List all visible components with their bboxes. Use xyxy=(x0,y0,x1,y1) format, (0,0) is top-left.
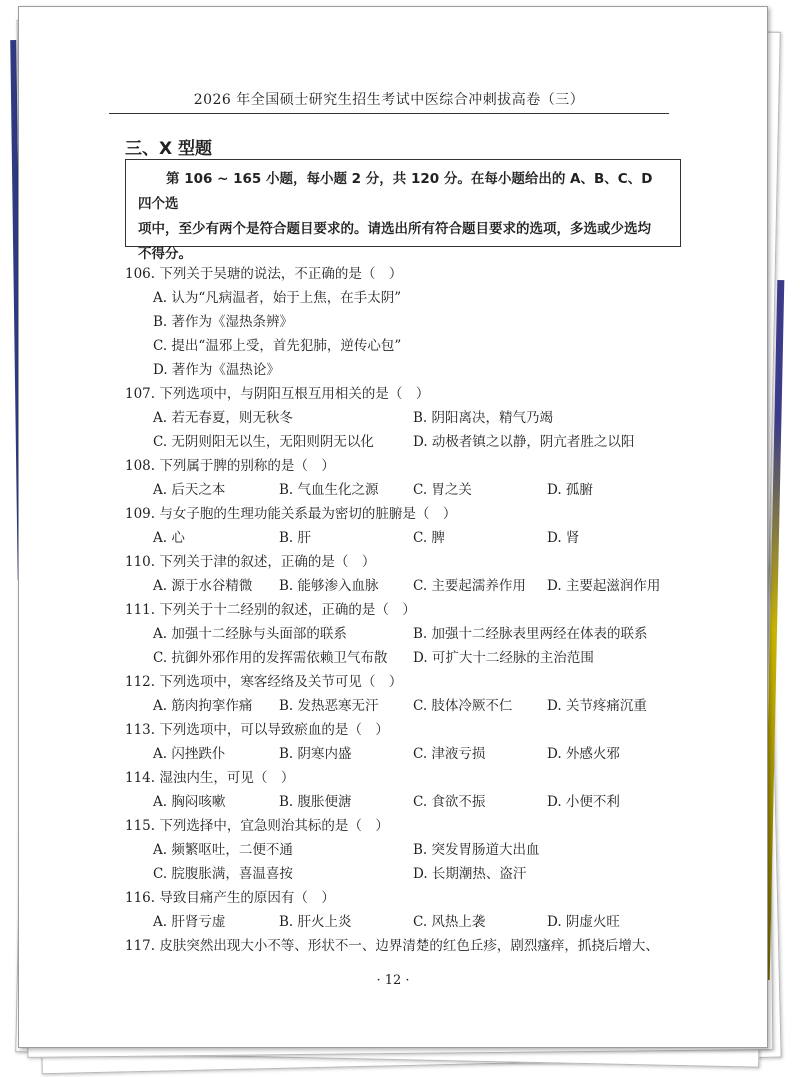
option-a: A. 源于水谷精微 xyxy=(153,578,253,594)
option-c: C. 脾 xyxy=(413,530,445,546)
question-stem: 107. 下列选项中，与阴阳互根互用相关的是（ ） xyxy=(125,386,430,402)
option-c: C. 抗御外邪作用的发挥需依赖卫气布散 xyxy=(153,650,388,666)
option-c: C. 食欲不振 xyxy=(413,794,486,810)
option-row xyxy=(125,646,695,670)
option-row xyxy=(125,430,695,454)
option-c: C. 脘腹胀满，喜温喜按 xyxy=(153,866,293,882)
section-title: 三、X 型题 xyxy=(125,139,213,159)
option-row xyxy=(125,790,695,814)
option-b: B. 肝 xyxy=(279,530,312,546)
option-c: C. 胃之关 xyxy=(413,482,472,498)
option-d: D. 可扩大十二经脉的主治范围 xyxy=(413,650,594,666)
question-stem: 106. 下列关于吴瑭的说法，不正确的是（ ） xyxy=(125,266,403,282)
instruction-line: 第 106 ~ 165 小题，每小题 2 分，共 120 分。在每小题给出的 A、B、C、D 四个选 xyxy=(138,171,653,212)
option-b: B. 阴阳离决，精气乃竭 xyxy=(413,410,554,426)
option-c: C. 津液亏损 xyxy=(413,746,486,762)
option-row xyxy=(125,526,695,550)
option-b: B. 突发胃肠道大出血 xyxy=(413,842,540,858)
option-a: A. 若无春夏，则无秋冬 xyxy=(153,410,293,426)
question-stem: 116. 导致目痛产生的原因有（ ） xyxy=(125,890,335,906)
question-stem: 109. 与女子胞的生理功能关系最为密切的脏腑是（ ） xyxy=(125,506,457,522)
option-row xyxy=(125,358,695,382)
option-a: A. 闪挫跌仆 xyxy=(153,746,226,762)
option-a: A. 筋肉拘挛作痛 xyxy=(153,698,253,714)
instruction-box xyxy=(125,159,681,262)
option-d: D. 小便不利 xyxy=(547,794,620,810)
option-row xyxy=(125,478,695,502)
option-c: C. 风热上袭 xyxy=(413,914,486,930)
option-row xyxy=(125,694,695,718)
option-d: D. 动极者镇之以静，阴亢者胜之以阳 xyxy=(413,434,635,450)
option-a: A. 频繁呕吐，二便不通 xyxy=(153,842,293,858)
option-a: A. 加强十二经脉与头面部的联系 xyxy=(153,626,347,642)
question-stem: 114. 湿浊内生，可见（ ） xyxy=(125,770,295,786)
option-d: D. 著作为《温热论》 xyxy=(153,362,280,378)
option-row xyxy=(125,910,695,934)
question-list xyxy=(125,262,695,958)
option-b: B. 加强十二经脉表里两经在体表的联系 xyxy=(413,626,648,642)
option-d: D. 外感火邪 xyxy=(547,746,620,762)
page-header: 2026 年全国硕士研究生招生考试中医综合冲刺拔高卷（三） xyxy=(109,89,669,114)
option-a: A. 认为“凡病温者，始于上焦，在手太阴” xyxy=(153,290,402,306)
option-d: D. 主要起滋润作用 xyxy=(547,578,661,594)
option-a: A. 肝肾亏虚 xyxy=(153,914,226,930)
option-a: A. 后天之本 xyxy=(153,482,226,498)
option-d: D. 长期潮热、盗汗 xyxy=(413,866,527,882)
instruction-line: 不得分。 xyxy=(138,246,192,262)
option-row xyxy=(125,574,695,598)
option-d: D. 肾 xyxy=(547,530,580,546)
option-b: B. 阴寒内盛 xyxy=(279,746,352,762)
option-b: B. 能够渗入血脉 xyxy=(279,578,379,594)
question-stem: 108. 下列属于脾的别称的是（ ） xyxy=(125,458,335,474)
option-c: C. 肢体冷厥不仁 xyxy=(413,698,513,714)
question-stem: 112. 下列选项中，寒客经络及关节可见（ ） xyxy=(125,674,403,690)
question-stem: 117. 皮肤突然出现大小不等、形状不一、边界清楚的红色丘疹，剧烈瘙痒，抓挠后增大、 xyxy=(125,938,659,954)
option-row xyxy=(125,310,695,334)
question-stem: 115. 下列选择中，宜急则治其标的是（ ） xyxy=(125,818,389,834)
option-a: A. 心 xyxy=(153,530,185,546)
option-c: C. 提出“温邪上受，首先犯肺，逆传心包” xyxy=(153,338,402,354)
exam-page xyxy=(18,6,768,1048)
option-d: D. 阴虚火旺 xyxy=(547,914,620,930)
page-number: · 12 · xyxy=(376,973,410,988)
option-b: B. 肝火上炎 xyxy=(279,914,352,930)
option-d: D. 关节疼痛沉重 xyxy=(547,698,647,714)
option-row xyxy=(125,838,695,862)
option-row xyxy=(125,406,695,430)
option-b: B. 著作为《湿热条辨》 xyxy=(153,314,294,330)
option-c: C. 无阴则阳无以生，无阳则阴无以化 xyxy=(153,434,374,450)
option-row xyxy=(125,862,695,886)
question-stem: 111. 下列关于十二经别的叙述，正确的是（ ） xyxy=(125,602,416,618)
instruction-line: 项中，至少有两个是符合题目要求的。请选出所有符合题目要求的选项，多选或少选均 xyxy=(138,221,651,237)
option-row xyxy=(125,742,695,766)
option-a: A. 胸闷咳嗽 xyxy=(153,794,226,810)
option-b: B. 腹胀便溏 xyxy=(279,794,352,810)
option-b: B. 气血生化之源 xyxy=(279,482,379,498)
option-d: D. 孤腑 xyxy=(547,482,593,498)
question-stem: 113. 下列选项中，可以导致瘀血的是（ ） xyxy=(125,722,389,738)
question-stem: 110. 下列关于津的叙述，正确的是（ ） xyxy=(125,554,376,570)
option-row xyxy=(125,622,695,646)
option-row xyxy=(125,334,695,358)
option-row xyxy=(125,286,695,310)
option-c: C. 主要起濡养作用 xyxy=(413,578,526,594)
option-b: B. 发热恶寒无汗 xyxy=(279,698,379,714)
